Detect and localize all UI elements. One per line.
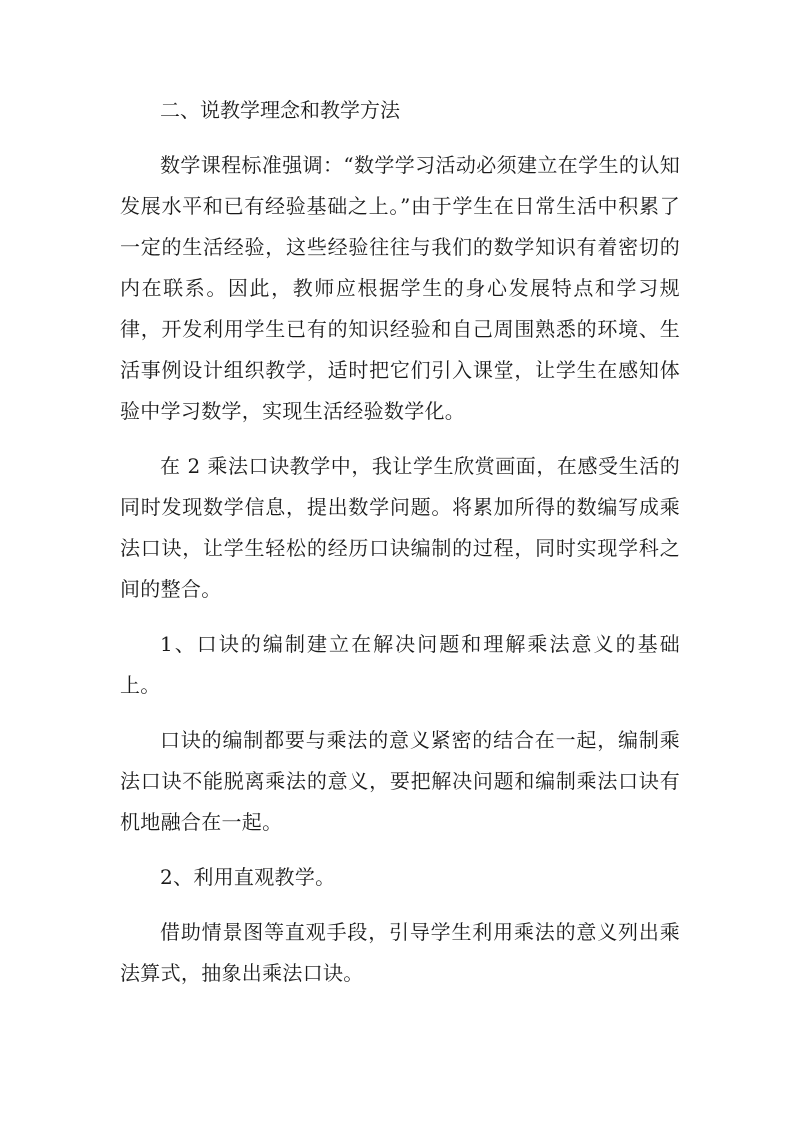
point-2-heading: 2、利用直观教学。 (160, 865, 336, 889)
section-heading: 二、说教学理念和教学方法 (160, 98, 400, 122)
paragraph-multiplication-lesson: 在 2 乘法口诀教学中，我让学生欣赏画面，在感受生活的同时发现数学信息，提出数学问题。将累加所得的数编写成乘法口诀，让学生轻松的经历口诀编制的过程，同时实现学科之间的整合。 (120, 454, 680, 601)
paragraph-curriculum-standard: 数学课程标准强调：“数学学习活动必须建立在学生的认知发展水平和已有经验基础之上。”由于学生在日常生活中积累了一定的生活经验，这些经验往往与我们的数学知识有着密切的内在联系。因此，教师应根据学生的身心发展特点和学习规律，开发利用学生已有的知识经验和自己周围熟悉的环境、生活事例设计组织教学，适时把它们引入课堂，让学生在感知体验中学习数学，实现生活经验数学化。 (120, 153, 680, 423)
point-1-body: 口诀的编制都要与乘法的意义紧密的结合在一起，编制乘法口诀不能脱离乘法的意义，要把解决问题和编制乘法口诀有机地融合在一起。 (120, 728, 680, 834)
point-1-heading: 1、口诀的编制建立在解决问题和理解乘法意义的基础上。 (120, 632, 680, 697)
point-2-body: 借助情景图等直观手段，引导学生利用乘法的意义列出乘法算式，抽象出乘法口诀。 (120, 920, 680, 985)
document-page (120, 90, 680, 1008)
